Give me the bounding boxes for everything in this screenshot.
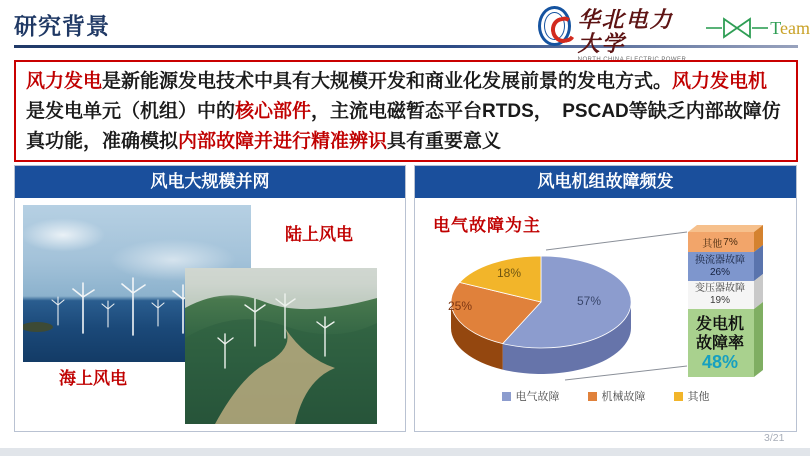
legend-item-electrical <box>502 388 560 404</box>
fault-pie-chart <box>446 252 636 378</box>
legend-label-mechanical: 机械故障 <box>601 391 646 403</box>
intro-seg-6: 内部故障并进行精准辨识 <box>178 131 388 152</box>
intro-seg-0: 风力发电 <box>26 71 103 92</box>
slide-bottom-edge <box>0 448 810 456</box>
breakdown-generator: 发电机 故障率 48% <box>695 315 744 372</box>
page-number: 3/21 <box>764 432 785 444</box>
team-logo <box>706 14 810 42</box>
intro-seg-4: 核心部件 <box>235 101 312 122</box>
pie-value-mechanical: 25% <box>448 299 473 313</box>
legend-label-other: 其他 <box>687 391 710 403</box>
intro-seg-5: ，主流电磁暂态平台RTDS， PSCAD等缺乏内部故障仿真功能，准确模拟 <box>26 101 781 152</box>
legend-item-mechanical <box>588 388 646 404</box>
university-name: 华北电力大学 <box>577 7 674 56</box>
breakdown-transformer: 变压器故障 19% <box>695 283 745 306</box>
breakdown-converter: 换流器故障 26% <box>695 254 745 278</box>
pie-value-electrical: 57% <box>577 294 602 308</box>
intro-seg-3: 是发电单元（机组）中的 <box>26 101 236 122</box>
pie-value-other: 18% <box>497 266 522 280</box>
team-x-icon <box>706 14 768 42</box>
right-panel-body <box>415 198 796 431</box>
onshore-turbines-icon <box>185 268 377 424</box>
electrical-dominant-label: 电气故障为主 <box>433 216 541 235</box>
breakdown-other: 其他 7% <box>702 236 738 250</box>
grid-connection-panel <box>14 165 406 432</box>
fault-breakdown-labels <box>688 232 752 377</box>
legend-label-electrical: 电气故障 <box>515 391 560 403</box>
pie-legend <box>415 388 796 404</box>
legend-item-other <box>674 388 710 404</box>
intro-seg-2: 风力发电机 <box>672 71 768 92</box>
offshore-label: 海上风电 <box>59 369 127 388</box>
right-panel-title: 风电机组故障频发 <box>415 166 796 198</box>
university-logo-icon <box>538 6 571 46</box>
intro-seg-7: 具有重要意义 <box>387 131 502 152</box>
intro-seg-1: 是新能源发电技术中具有大规模开发和商业化发展前景的发电方式。 <box>102 71 673 92</box>
legend-swatch-other <box>674 392 683 401</box>
page-title: 研究背景 <box>14 13 110 39</box>
left-panel-body <box>15 198 405 431</box>
onshore-wind-photo <box>185 268 377 424</box>
legend-swatch-mechanical <box>588 392 597 401</box>
fault-frequency-panel <box>414 165 797 432</box>
intro-text-box <box>14 60 798 162</box>
legend-swatch-electrical <box>502 392 511 401</box>
left-panel-title: 风电大规模并网 <box>15 166 405 198</box>
team-name: Team <box>770 17 810 38</box>
onshore-label: 陆上风电 <box>285 225 353 244</box>
